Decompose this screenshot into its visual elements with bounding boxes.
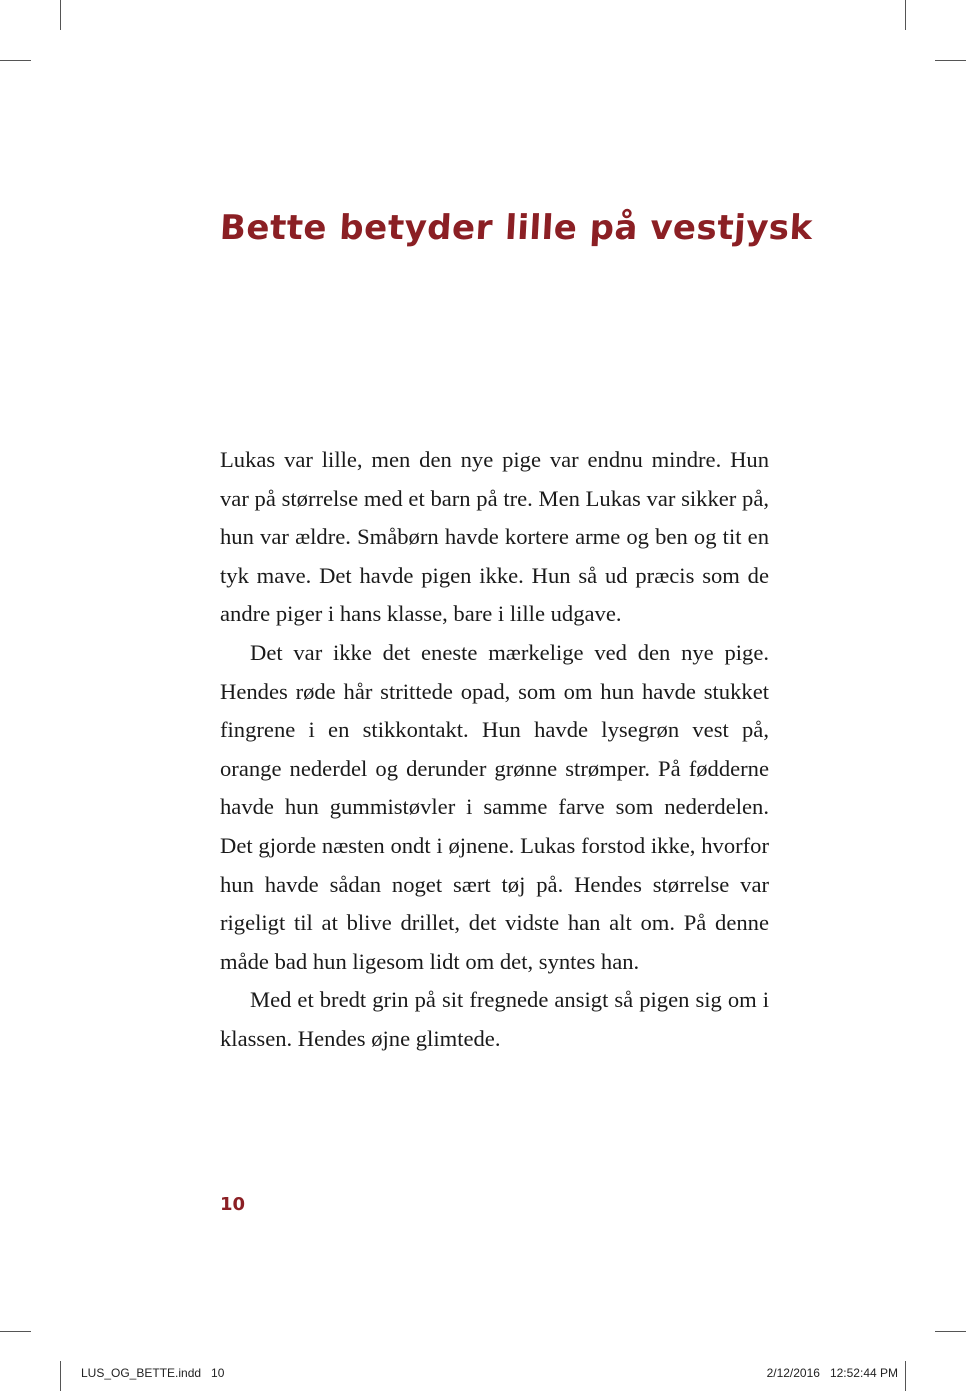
slug-filename: LUS_OG_BETTE.indd 10 (81, 1366, 225, 1380)
crop-mark-top-left-horizontal (0, 60, 31, 61)
paragraph: Lukas var lille, men den nye pige var endnu mindre. Hun var på størrelse med et barn på tre. Men Lukas var sikker på, hun var ældre. Småbørn havde kortere arme og ben og tit en tyk mave. Det havde pigen ikke. Hun så ud præcis som de andre piger i hans klasse, bare i lille udgave. (220, 447, 769, 627)
crop-mark-bottom-left-horizontal (0, 1331, 31, 1332)
crop-mark-top-right-horizontal (935, 60, 966, 61)
crop-mark-bottom-left-vertical (60, 1361, 61, 1391)
page-number: 10 (220, 1194, 246, 1215)
crop-mark-bottom-right-horizontal (935, 1331, 966, 1332)
slug-timestamp: 2/12/2016 12:52:44 PM (766, 1366, 898, 1380)
paragraph: Det var ikke det eneste mærkelige ved den nye pige. Hendes røde hår strittede opad, som om hun havde stukket fingrene i en stikkontakt. Hun havde lysegrøn vest på, orange nederdel og derunder grønne strømper. På fødderne havde hun gummistøvler i samme farve som nederdelen. Det gjorde næsten ondt i øjnene. Lukas forstod ikke, hvorfor hun havde sådan noget sært tøj på. Hendes størrelse var rigeligt til at blive drillet, det vidste han alt om. På denne måde bad hun ligesom lidt om det, syntes han. (220, 639, 769, 974)
body-text (220, 441, 769, 1059)
crop-mark-top-right-vertical (905, 0, 906, 30)
crop-mark-bottom-right-vertical (905, 1361, 906, 1391)
paragraph: Med et bredt grin på sit fregnede ansigt så pigen sig om i klassen. Hendes øjne glimtede. (220, 987, 769, 1051)
chapter-title: Bette betyder lille på vestjysk (218, 208, 814, 248)
crop-mark-top-left-vertical (60, 0, 61, 30)
